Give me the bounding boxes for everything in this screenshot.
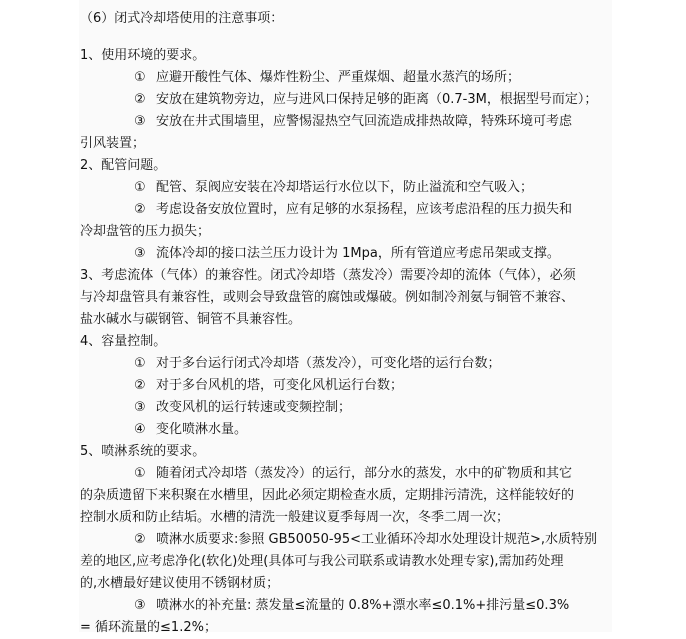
- document-title: （6）闭式冷却塔使用的注意事项：: [80, 11, 284, 26]
- section-heading-5: 5、喷淋系统的要求。: [80, 444, 206, 459]
- list-item: ④ 变化喷淋水量。: [80, 419, 612, 441]
- circled-number: ①: [134, 180, 146, 195]
- circled-number: ②: [134, 532, 146, 547]
- list-item: ③ 流体冷却的接口法兰压力设计为 1Mpa，所有管道应考虑吊架或支撑。: [80, 243, 612, 265]
- circled-number: ②: [134, 202, 146, 217]
- list-item-continuation: = 循环流量的≤1.2%；: [80, 620, 217, 635]
- list-item: ① 配管、泵阀应安装在冷却塔运行水位以下，防止溢流和空气吸入；: [80, 177, 612, 199]
- section-heading-1: 1、使用环境的要求。: [80, 48, 206, 63]
- circled-number: ③: [134, 114, 146, 129]
- list-item-continuation: 的杂质遗留下来积聚在水槽里，因此必须定期检查水质，定期排污清洗，这样能较好的: [80, 488, 575, 503]
- circled-number: ②: [134, 92, 146, 107]
- list-item: ③ 改变风机的运行转速或变频控制；: [80, 397, 612, 419]
- circled-number: ①: [134, 356, 146, 371]
- circled-number: ①: [134, 466, 146, 481]
- list-item: ① 随着闭式冷却塔（蒸发冷）的运行，部分水的蒸发，水中的矿物质和其它: [80, 463, 612, 485]
- list-item: ① 对于多台运行闭式冷却塔（蒸发冷），可变化塔的运行台数；: [80, 353, 612, 375]
- list-item: ③ 喷淋水的补充量: 蒸发量≤流量的 0.8%+漂水率≤0.1%+排污量≤0.3%: [80, 595, 612, 617]
- list-item-continuation: 差的地区,应考虑净化(软化)处理(具体可与我公司联系或请教水处理专家),需加药处理: [80, 554, 564, 569]
- document-body: [80, 8, 612, 639]
- list-item-continuation: 冷却盘管的压力损失；: [80, 224, 211, 239]
- paragraph-continuation: 与冷却盘管具有兼容性，或则会导致盘管的腐蚀或爆破。例如制冷剂氨与铜管不兼容、: [80, 290, 575, 305]
- list-item-continuation: 的,水槽最好建议使用不锈钢材质；: [80, 576, 280, 591]
- circled-number: ③: [134, 598, 146, 613]
- circled-number: ④: [134, 422, 146, 437]
- section-heading-2: 2、配管问题。: [80, 158, 167, 173]
- list-item: ③ 安放在井式围墙里，应警惕湿热空气回流造成排热故障，特殊环境可考虑: [80, 111, 612, 133]
- circled-number: ③: [134, 400, 146, 415]
- list-item-continuation: 引风装置；: [80, 136, 146, 151]
- list-item: ② 安放在建筑物旁边，应与进风口保持足够的距离（0.7-3M，根据型号而定）；: [80, 89, 612, 111]
- circled-number: ②: [134, 378, 146, 393]
- list-item: ① 应避开酸性气体、爆炸性粉尘、严重煤烟、超量水蒸汽的场所；: [80, 67, 612, 89]
- list-item-continuation: 控制水质和防止结垢。水槽的清洗一般建议夏季每周一次，冬季二周一次；: [80, 510, 510, 525]
- section-heading-4: 4、容量控制。: [80, 334, 167, 349]
- spacer: [80, 30, 612, 45]
- circled-number: ③: [134, 246, 146, 261]
- list-item: ② 喷淋水质要求:参照 GB50050-95<工业循环冷却水处理设计规范>,水质特别: [80, 529, 612, 551]
- list-item: ② 考虑设备安放位置时，应有足够的水泵扬程，应该考虑沿程的压力损失和: [80, 199, 612, 221]
- circled-number: ①: [134, 70, 146, 85]
- list-item: ② 对于多台风机的塔，可变化风机运行台数；: [80, 375, 612, 397]
- section-heading-3: 3、考虑流体（气体）的兼容性。闭式冷却塔（蒸发冷）需要冷却的流体（气体），必须: [80, 268, 576, 283]
- paragraph-continuation: 盐水碱水与碳钢管、铜管不具兼容性。: [80, 312, 302, 327]
